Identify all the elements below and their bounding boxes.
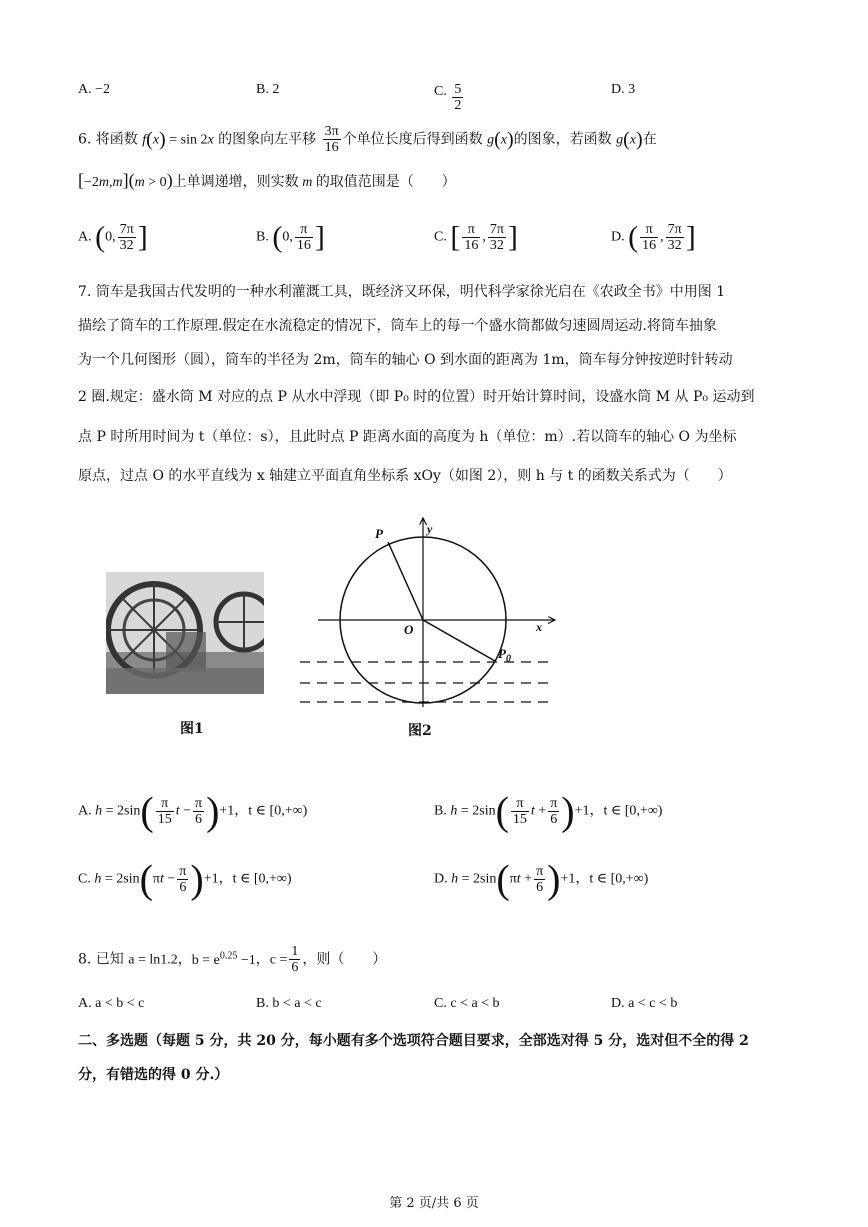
page-footer: 第 2 页/共 6 页 xyxy=(389,1196,479,1211)
q5-option-b: B. 2 xyxy=(256,82,280,97)
label-P0-sub: 0 xyxy=(505,653,511,665)
radius-OP xyxy=(388,542,423,620)
q6-option-b: B. (0, $\frac{\pi}{16}$ ] xyxy=(256,220,325,254)
q6-line2-tail: 的取值范围是（ ） xyxy=(315,174,456,190)
q6-option-c-label: C. xyxy=(434,229,447,245)
q8-c: c = xyxy=(269,952,288,968)
q7-line4: 2 圈.规定：盛水筒 M 对应的点 P 从水中浮现（即 P₀ 时的位置）时开始计算时间，设盛水筒 M 从 P₀ 运动到 xyxy=(78,389,755,405)
q5-option-c-label: C. xyxy=(434,84,447,99)
q6-line1: 6. 将函数 f(x) = sin 2x 的图象向左平移 $\frac{3\pi}{16}$ 个单位长度后得到函数 g(x)的图象，若函数 g(x)在 xyxy=(78,124,657,155)
q6-option-d: D. ( $\frac{\pi}{16}$ , $\frac{7\pi}{32}$ ] xyxy=(611,220,696,254)
q7-line5: 点 P 时所用时间为 t（单位：s），且此时点 P 距离水面的高度为 h（单位：m）.若以筒车的轴心 O 为坐标 xyxy=(78,429,737,445)
q7-option-c-label: C. xyxy=(78,871,91,887)
q6-fx: f xyxy=(142,132,147,148)
figure-2-diagram xyxy=(300,512,570,712)
q8-option-b: B. b < a < c xyxy=(256,996,322,1011)
q7-b-range: t ∈ [0,+∞) xyxy=(603,803,663,819)
q6-option-a: A. (0, $\frac{7\pi}{32}$ ] xyxy=(78,220,148,254)
label-x: x xyxy=(536,620,542,634)
q6-mid1: 的图象向左平移 xyxy=(218,131,317,148)
q8-c-fraction: $\frac{1}{6}$ xyxy=(291,944,299,975)
q8-option-a: A. a < b < c xyxy=(78,996,145,1011)
q5-c-den: 2 xyxy=(454,98,462,113)
q7-line3: 为一个几何图形（圆），筒车的半径为 2m，筒车的轴心 O 到水面的距离为 1m，筒车每分钟按逆时针转动 xyxy=(78,352,733,368)
section2-heading-line2: 分，有错选的得 0 分.） xyxy=(78,1067,229,1083)
q7-a-range: t ∈ [0,+∞) xyxy=(248,803,308,819)
q8-a: a = ln1.2 xyxy=(128,952,178,968)
label-O: O xyxy=(404,622,414,637)
q6-option-a-label: A. xyxy=(78,229,92,245)
q7-option-b-label: B. xyxy=(434,803,447,819)
q8-tail: ，则（ ） xyxy=(302,951,387,968)
q7-option-d-label: D. xyxy=(434,871,448,887)
figure-1-label: 图1 xyxy=(180,721,204,737)
q5-c-num: 5 xyxy=(454,82,462,97)
q5-c-fraction xyxy=(452,82,463,113)
q7-line1: 7. 筒车是我国古代发明的一种水利灌溉工具，既经济又环保，明代科学家徐光启在《农政全书》中用图 1 xyxy=(78,284,726,300)
q8-prefix: 8. 已知 xyxy=(78,951,124,968)
figure-1-photo xyxy=(106,572,264,694)
q5-option-a: A. −2 xyxy=(78,82,111,97)
q7-line2: 描绘了筒车的工作原理.假定在水流稳定的情况下，筒车上的每一个盛水筒都做匀速圆周运动.将筒车抽象 xyxy=(78,318,717,334)
q6-end1: 在 xyxy=(642,131,657,148)
q6-line2-end: 上单调递增，则实数 xyxy=(172,174,299,190)
figure-2-label: 图2 xyxy=(408,723,432,739)
label-P: P xyxy=(375,526,383,541)
q6-mid3: 的图象，若函数 xyxy=(513,131,612,148)
q6-option-d-label: D. xyxy=(611,229,625,245)
q7-option-d: D. h = 2sin(πt + $\frac{\pi}{6}$ )+1，t ∈ [0,+∞) xyxy=(434,856,649,902)
q6-option-c: C. [ $\frac{\pi}{16}$ , $\frac{7\pi}{32}$ ] xyxy=(434,220,518,254)
label-y: y xyxy=(427,522,433,536)
q6-shift-fraction xyxy=(323,124,341,155)
q6-prefix: 6. 将函数 xyxy=(78,131,138,148)
q6-shift-den: 16 xyxy=(324,140,339,155)
water-wheel-photo-icon xyxy=(106,572,264,694)
section2-heading-line1: 二、多选题（每题 5 分，共 20 分，每小题有多个选项符合题目要求，全部选对得 5 分，选对但不全的得 2 xyxy=(78,1033,749,1049)
q8-b-base: b = e xyxy=(191,952,220,968)
q8-b-tail: −1 xyxy=(237,952,256,968)
q7-line6: 原点，过点 O 的水平直线为 x 轴建立平面直角坐标系 xOy（如图 2），则 h 与 t 的函数关系式为（ ） xyxy=(78,468,732,484)
radius-OP0 xyxy=(423,620,495,661)
q6-mid2: 个单位长度后得到函数 xyxy=(342,131,483,148)
label-P0-main: P xyxy=(498,646,506,661)
q6-shift-num: 3π xyxy=(324,124,339,139)
q7-option-a: A. h = 2sin( $\frac{\pi}{15}$ t − $\frac{\pi}{6}$ )+1，t ∈ [0,+∞) xyxy=(78,788,308,834)
q8-option-c: C. c < a < b xyxy=(434,996,500,1011)
label-P0 xyxy=(498,646,511,665)
q7-d-range: t ∈ [0,+∞) xyxy=(589,871,649,887)
q8-option-d: D. a < c < b xyxy=(611,996,678,1011)
q7-option-a-label: A. xyxy=(78,803,92,819)
q7-c-range: t ∈ [0,+∞) xyxy=(232,871,292,887)
circle-diagram xyxy=(300,512,570,712)
q8-b-exp: 0.25 xyxy=(219,949,238,961)
q5-option-d: D. 3 xyxy=(611,82,636,97)
q5-option-c xyxy=(434,82,465,113)
q7-option-c: C. h = 2sin(πt − $\frac{\pi}{6}$ )+1，t ∈ [0,+∞) xyxy=(78,856,292,902)
q6-option-b-label: B. xyxy=(256,229,269,245)
q8-line: 8. 已知 a = ln1.2，$b = e^{0.25} -1$，c = $\frac{1}{6}$ ，则（ ） xyxy=(78,944,387,975)
q6-line2: [−2m,m](m > 0)上单调递增，则实数 m 的取值范围是（ ） xyxy=(78,170,456,190)
q8-b xyxy=(191,949,256,968)
q7-option-b: B. h = 2sin( $\frac{\pi}{15}$ t + $\frac{\pi}{6}$ )+1，t ∈ [0,+∞) xyxy=(434,788,663,834)
